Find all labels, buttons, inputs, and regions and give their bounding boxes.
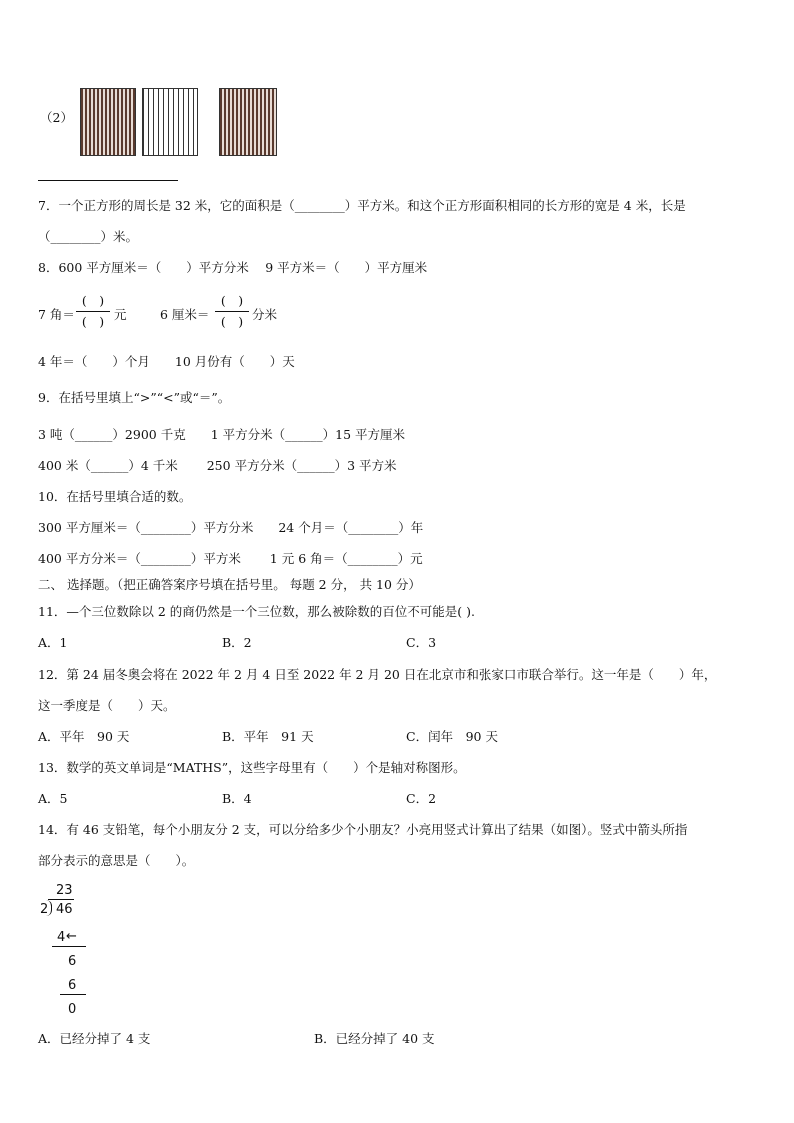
division-bracket-curve	[46, 900, 52, 916]
q10-line2: 400 平方分米＝（________）平方米 1 元 6 角＝（________）元	[38, 551, 423, 566]
division-step2: 6	[68, 978, 77, 993]
q9-line1: 3 吨（______）2900 千克 1 平方分米（______）15 平方厘米	[38, 427, 406, 442]
fraction-numerator: ( )	[220, 293, 244, 308]
q8-fraction-b	[215, 292, 249, 331]
q8-fraction-a	[76, 292, 110, 331]
q9-line2: 400 米（______）4 千米 250 平方分米（______）3 平方米	[38, 458, 397, 473]
q8-frac-b-prefix: 6 厘米＝	[160, 307, 210, 322]
division-final: 0	[68, 1002, 77, 1017]
fraction-denominator: ( )	[220, 314, 244, 329]
stick-bundle-full-2	[219, 88, 277, 156]
fraction-denominator: ( )	[81, 314, 105, 329]
q7-line1: 7．一个正方形的周长是 32 米，它的面积是（________）平方米。和这个正方形面积相同的长方形的宽是 4 米，长是	[38, 198, 686, 213]
q12-line2: 这一季度是（ ）天。	[38, 698, 176, 713]
division-rule-1	[52, 946, 86, 947]
arrow-left-icon: ←	[66, 929, 77, 944]
q11-option-a: A．1	[38, 635, 68, 650]
q7-line2: （________）米。	[38, 229, 139, 244]
q8-line1: 8．600 平方厘米＝（ ）平方分米 9 平方米＝（ ）平方厘米	[38, 260, 428, 275]
q11-text: 11．—个三位数除以 2 的商仍然是一个三位数，那么被除数的百位不可能是( ).	[38, 604, 476, 619]
fraction-bar	[76, 311, 110, 312]
fraction-numerator: ( )	[81, 293, 105, 308]
q12-option-b: B．平年 91 天	[222, 729, 314, 744]
q10-line1: 300 平方厘米＝（________）平方分米 24 个月＝（________）年	[38, 520, 424, 535]
division-quotient: 23	[56, 883, 73, 898]
q11-option-c: C．3	[406, 635, 437, 650]
q8-frac-b-suffix: 分米	[252, 307, 278, 322]
q13-option-b: B．4	[222, 791, 252, 806]
division-remainder-1: 6	[68, 954, 77, 969]
divider-rule	[38, 180, 178, 181]
division-divisor: 2	[40, 902, 49, 917]
q12-line1: 12．第 24 届冬奥会将在 2022 年 2 月 4 日至 2022 年 2 月 20 日在北京市和张家口市联合举行。这一年是（ ）年，	[38, 667, 717, 682]
stick-bundle-full-1	[80, 88, 136, 156]
division-step1: 4	[57, 930, 66, 945]
q8-frac-a-suffix: 元	[114, 307, 127, 322]
q14-line2: 部分表示的意思是（ ）。	[38, 853, 195, 868]
figure-label: （2）	[40, 110, 73, 125]
q14-line1: 14．有 46 支铅笔，每个小朋友分 2 支，可以分给多少个小朋友？小亮用竖式计算出了结果（如图）。竖式中箭头所指	[38, 822, 688, 837]
stick-bundle-loose	[142, 88, 198, 156]
q14-option-a: A．已经分掉了 4 支	[38, 1031, 151, 1046]
fraction-bar	[215, 311, 249, 312]
q11-option-b: B．2	[222, 635, 252, 650]
q8-line3: 4 年＝（ ）个月 10 月份有（ ）天	[38, 354, 295, 369]
q13-option-a: A．5	[38, 791, 68, 806]
q8-frac-a-prefix: 7 角＝	[38, 307, 75, 322]
q13-option-c: C．2	[406, 791, 437, 806]
q12-option-a: A．平年 90 天	[38, 729, 130, 744]
division-dividend: 46	[56, 902, 73, 917]
q10-title: 10．在括号里填合适的数。	[38, 489, 192, 504]
q12-option-c: C．闰年 90 天	[406, 729, 498, 744]
division-rule-2	[60, 994, 86, 995]
q13-text: 13．数学的英文单词是“MATHS”，这些字母里有（ ）个是轴对称图形。	[38, 760, 466, 775]
q14-option-b: B．已经分掉了 40 支	[314, 1031, 435, 1046]
q9-title: 9．在括号里填上“>”“<”或“＝”。	[38, 390, 231, 405]
section-2-title: 二、 选择题。（把正确答案序号填在括号里。 每题 2 分， 共 10 分）	[38, 577, 421, 592]
